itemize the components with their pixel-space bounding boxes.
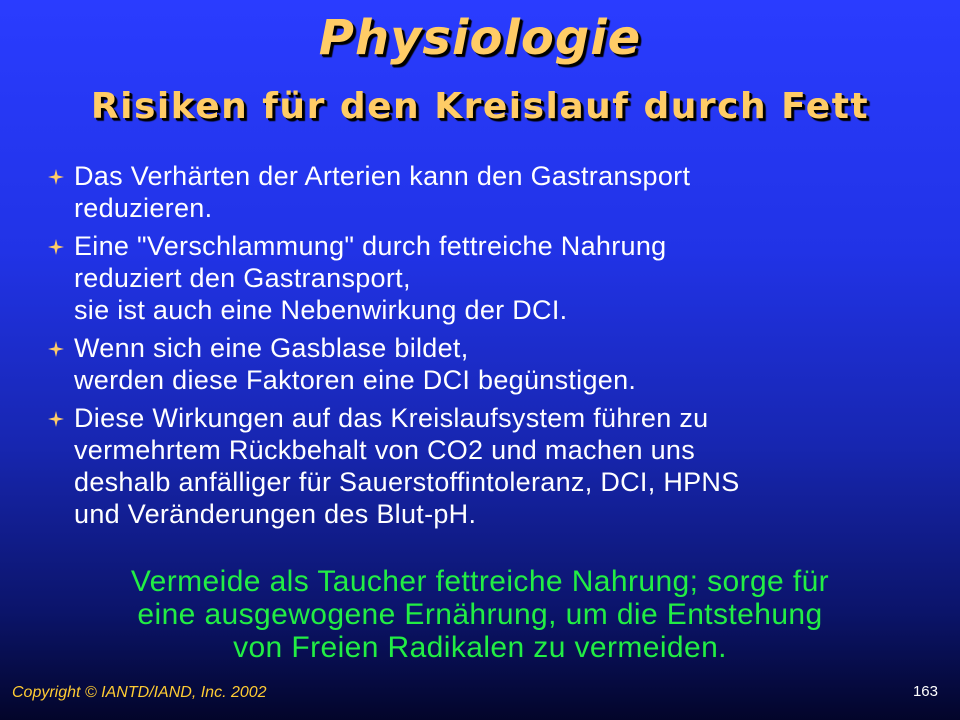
slide-subtitle: Risiken für den Kreislauf durch Fett <box>90 86 870 127</box>
advice-text <box>40 565 920 664</box>
four-point-star-icon <box>48 169 64 185</box>
bullet-item <box>48 230 928 326</box>
copyright-notice: Copyright © IANTD/IAND, Inc. 2002 <box>12 684 267 701</box>
advice-line: eine ausgewogene Ernährung, um die Entstehung <box>137 598 823 631</box>
bullet-list <box>48 160 928 536</box>
bullet-item <box>48 332 928 396</box>
bullet-text-line: Das Verhärten der Arterien kann den Gastransport <box>74 161 691 191</box>
bullet-item <box>48 160 928 224</box>
four-point-star-icon <box>48 411 64 427</box>
bullet-text-line: reduzieren. <box>74 193 213 223</box>
advice-line: von Freien Radikalen zu vermeiden. <box>233 631 727 664</box>
bullet-text-line: und Veränderungen des Blut-pH. <box>74 499 477 529</box>
advice-line: Vermeide als Taucher fettreiche Nahrung; sorge für <box>130 565 830 598</box>
bullet-text-line: vermehrtem Rückbehalt von CO2 und machen uns <box>74 435 696 465</box>
bullet-item <box>48 402 928 530</box>
bullet-text-line: reduziert den Gastransport, <box>74 263 411 293</box>
bullet-text-line: Eine "Verschlammung" durch fettreiche Nahrung <box>74 231 667 261</box>
bullet-text-line: werden diese Faktoren eine DCI begünstigen. <box>74 365 637 395</box>
bullet-text-line: Wenn sich eine Gasblase bildet, <box>74 333 469 363</box>
four-point-star-icon <box>48 341 64 357</box>
bullet-text-line: sie ist auch eine Nebenwirkung der DCI. <box>74 295 568 325</box>
bullet-text-line: deshalb anfälliger für Sauerstoffintoleranz, DCI, HPNS <box>74 467 740 497</box>
slide-title: Physiologie <box>318 10 642 66</box>
four-point-star-icon <box>48 239 64 255</box>
bullet-text-line: Diese Wirkungen auf das Kreislaufsystem führen zu <box>74 403 709 433</box>
page-number: 163 <box>912 683 938 700</box>
